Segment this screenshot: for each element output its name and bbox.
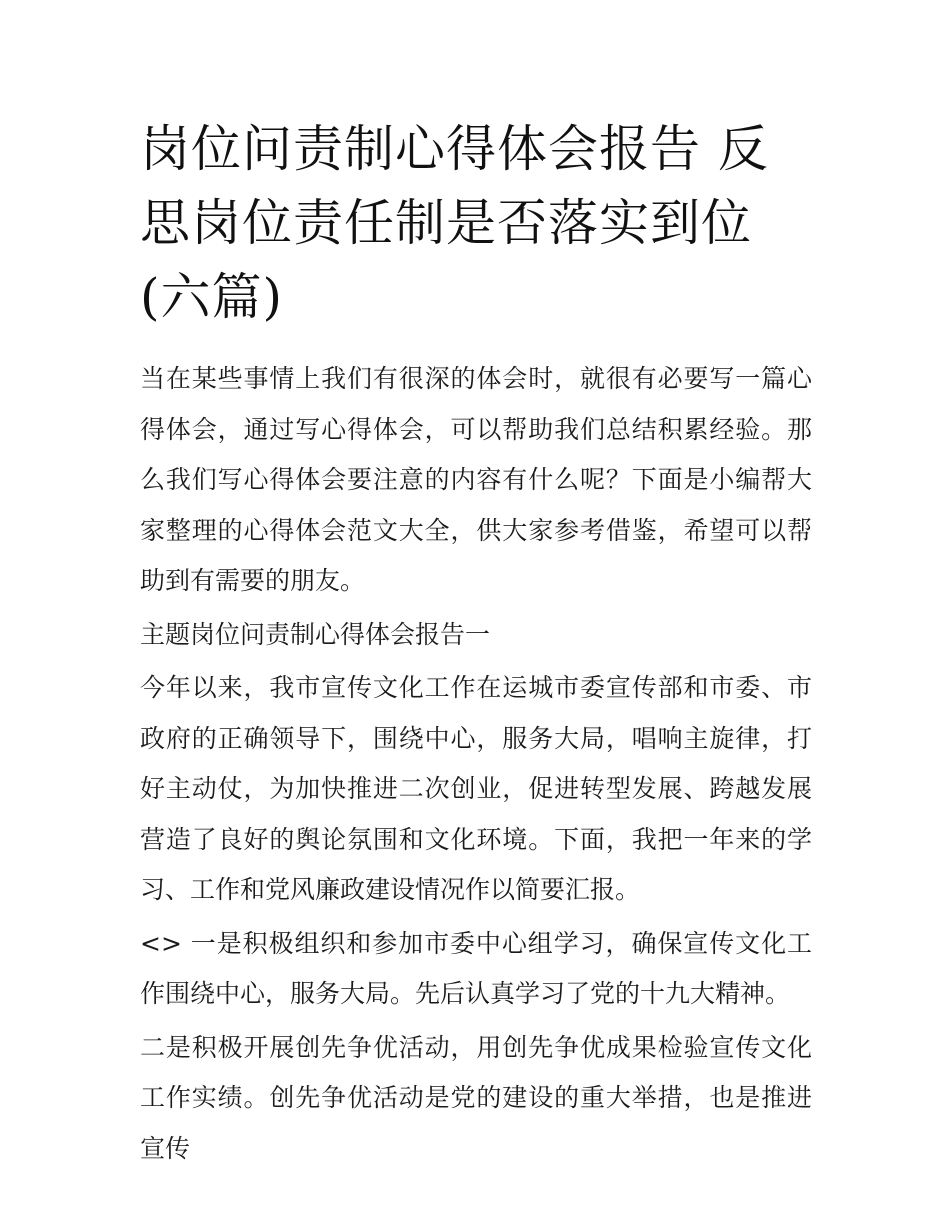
document-body (140, 354, 812, 1174)
document-page (140, 112, 812, 1177)
intro-paragraph: 当在某些事情上我们有很深的体会时，就很有必要写一篇心得体会，通过写心得体会，可以帮助我们总结积累经验。那么我们写心得体会要注意的内容有什么呢？下面是小编帮大家整理的心得体会范文大全，供大家参考借鉴，希望可以帮助到有需要的朋友。 (140, 364, 812, 595)
body-paragraph: 今年以来，我市宣传文化工作在运城市委宣传部和市委、市政府的正确领导下，围绕中心，服务大局，唱响主旋律，打好主动仗，为加快推进二次创业，促进转型发展、跨越发展营造了良好的舆论氛围和文化环境。下面，我把一年来的学习、工作和党风廉政建设情况作以简要汇报。 (140, 673, 812, 904)
body-paragraph: 二是积极开展创先争优活动，用创先争优成果检验宣传文化工作实绩。创先争优活动是党的建设的重大举措，也是推进宣传 (140, 1032, 812, 1163)
body-paragraph: <> 一是积极组织和参加市委中心组学习，确保宣传文化工作围绕中心，服务大局。先后认真学习了党的十九大精神。 (140, 928, 812, 1008)
document-title: 岗位问责制心得体会报告 反思岗位责任制是否落实到位(六篇) (140, 120, 769, 326)
section-heading: 主题岗位问责制心得体会报告一 (140, 619, 491, 649)
